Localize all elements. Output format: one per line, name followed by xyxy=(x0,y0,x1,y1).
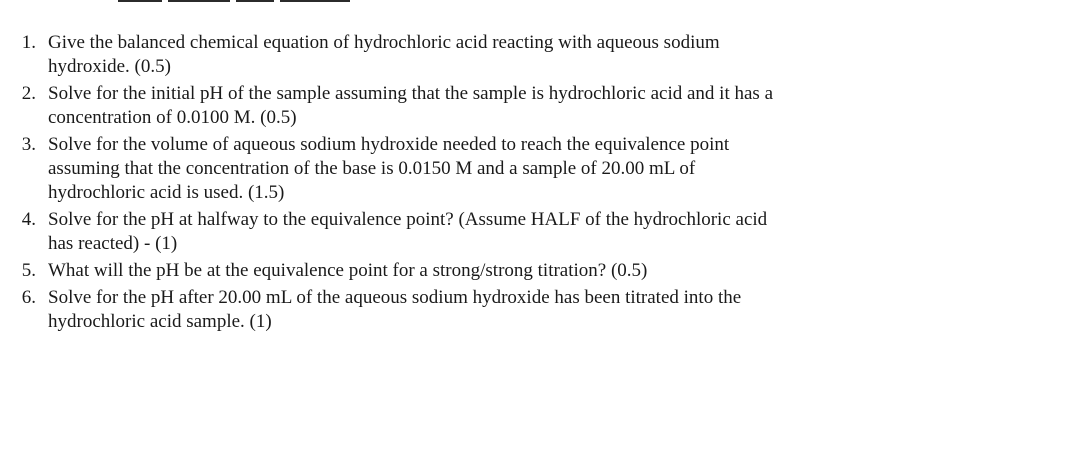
question-item xyxy=(0,259,1060,283)
question-number: 5. xyxy=(21,260,36,281)
cropped-text-fragment xyxy=(118,0,358,4)
question-item xyxy=(0,133,1060,205)
question-list xyxy=(0,31,1060,337)
question-item xyxy=(0,82,1060,130)
question-item xyxy=(0,286,1060,334)
question-text: Solve for the initial pH of the sample assuming that the sample is hydrochloric acid and it has a concentration of 0.0100 M. (0.5) xyxy=(48,83,773,128)
question-number: 4. xyxy=(21,209,36,230)
question-number: 1. xyxy=(21,32,36,53)
question-item xyxy=(0,31,1060,79)
question-text: Solve for the pH at halfway to the equivalence point? (Assume HALF of the hydrochloric acid has reacted) - (1) xyxy=(48,209,768,254)
question-number: 6. xyxy=(21,287,36,308)
question-number: 3. xyxy=(21,134,36,155)
question-text: Give the balanced chemical equation of hydrochloric acid reacting with aqueous sodium hydroxide. (0.5) xyxy=(48,32,720,77)
question-text: What will the pH be at the equivalence point for a strong/strong titration? (0.5) xyxy=(48,260,648,281)
question-number: 2. xyxy=(21,83,36,104)
question-item xyxy=(0,208,1060,256)
question-text: Solve for the volume of aqueous sodium hydroxide needed to reach the equivalence point assuming that the concentration of the base is 0.0150 M and a sample of 20.00 mL of hydrochloric acid is used. (1.5) xyxy=(48,134,730,203)
question-text: Solve for the pH after 20.00 mL of the aqueous sodium hydroxide has been titrated into the hydrochloric acid sample. (1) xyxy=(48,287,742,332)
